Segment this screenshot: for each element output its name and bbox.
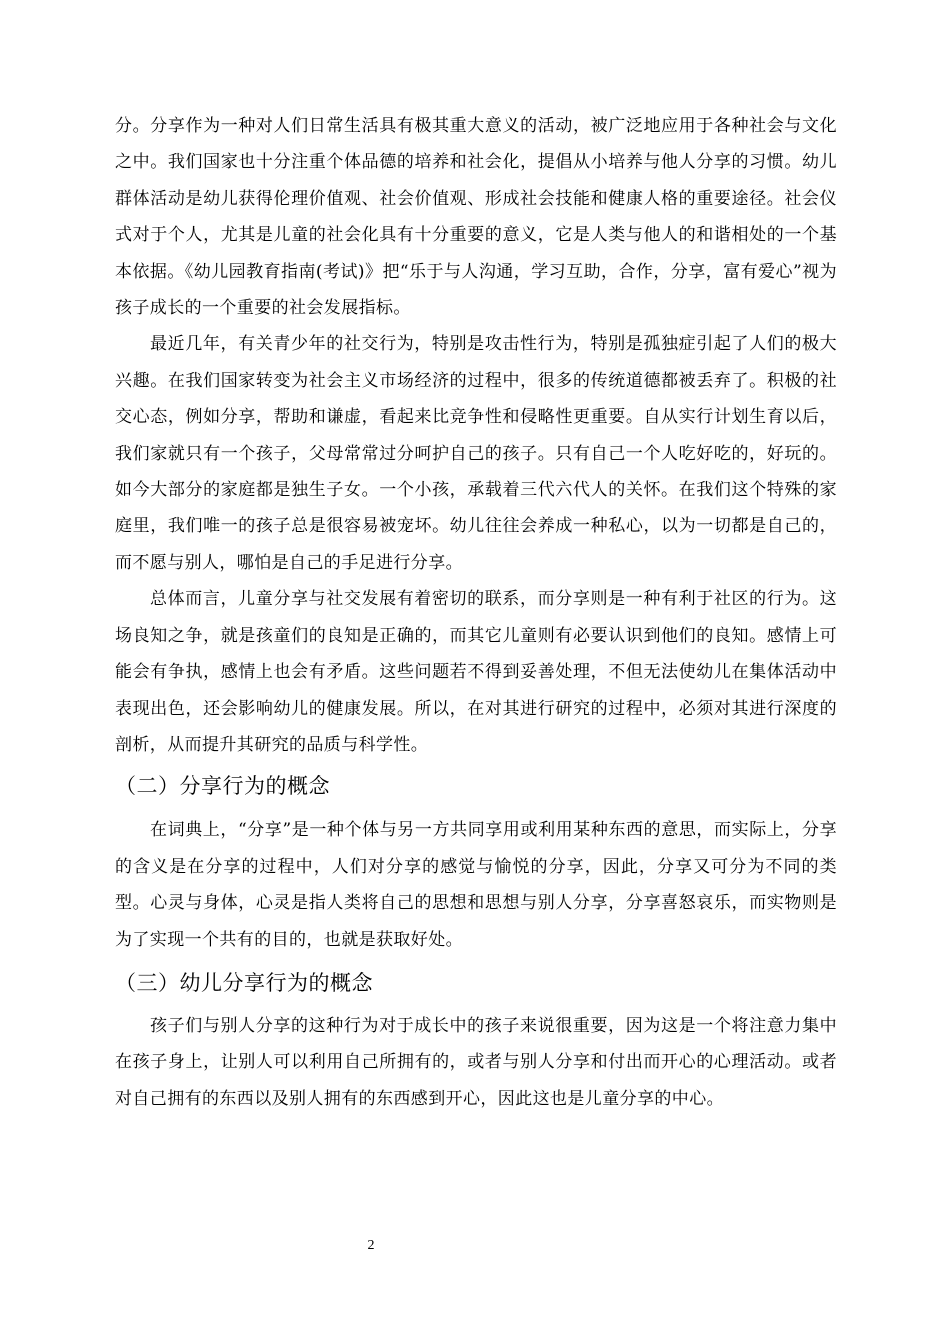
body-paragraph: 总体而言，儿童分享与社交发展有着密切的联系，而分享则是一种有利于社区的行为。这场良知之争，就是孩童们的良知是正确的，而其它儿童则有必要认识到他们的良知。感情上可能会有争执，感情上也会有矛盾。这些问题若不得到妥善处理，不但无法使幼儿在集体活动中表现出色，还会影响幼儿的健康发展。所以，在对其进行研究的过程中，必须对其进行深度的剖析，从而提升其研究的品质与科学性。 [115, 589, 837, 755]
section-heading-share-behavior: （二）分享行为的概念 [115, 774, 330, 799]
body-paragraph: 孩子们与别人分享的这种行为对于成长中的孩子来说很重要，因为这是一个将注意力集中在孩子身上，让别人可以利用自己所拥有的，或者与别人分享和付出而开心的心理活动。或者对自己拥有的东西以及别人拥有的东西感到开心，因此这也是儿童分享的中心。 [115, 1015, 837, 1109]
page-number: 2 [367, 1238, 375, 1253]
document-page [115, 108, 837, 1117]
body-paragraph-continued: 分。分享作为一种对人们日常生活具有极其重大意义的活动，被广泛地应用于各种社会与文化之中。我们国家也十分注重个体品德的培养和社会化，提倡从小培养与他人分享的习惯。幼儿群体活动是幼儿获得伦理价值观、社会价值观、形成社会技能和健康人格的重要途径。社会仪式对于个人，尤其是儿童的社会化具有十分重要的意义，它是人类与他人的和谐相处的一个基本依据。《幼儿园教育指南(考试)》把“乐于与人沟通，学习互助，合作，分享，富有爱心”视为孩子成长的一个重要的社会发展指标。 [115, 116, 837, 319]
body-paragraph: 在词典上，“分享”是一种个体与另一方共同享用或利用某种东西的意思，而实际上，分享的含义是在分享的过程中，人们对分享的感觉与愉悦的分享，因此，分享又可分为不同的类型。心灵与身体，心灵是指人类将自己的思想和思想与别人分享，分享喜怒哀乐，而实物则是为了实现一个共有的目的，也就是获取好处。 [115, 820, 837, 950]
body-paragraph: 最近几年，有关青少年的社交行为，特别是攻击性行为，特别是孤独症引起了人们的极大兴趣。在我们国家转变为社会主义市场经济的过程中，很多的传统道德都被丢弃了。积极的社交心态，例如分享，帮助和谦虚，看起来比竞争性和侵略性更重要。自从实行计划生育以后，我们家就只有一个孩子，父母常常过分呵护自己的孩子。只有自己一个人吃好吃的，好玩的。如今大部分的家庭都是独生子女。一个小孩，承载着三代六代人的关怀。在我们这个特殊的家庭里，我们唯一的孩子总是很容易被宠坏。幼儿往往会养成一种私心，以为一切都是自己的，而不愿与别人，哪怕是自己的手足进行分享。 [115, 334, 837, 573]
section-heading-child-share-behavior: （三）幼儿分享行为的概念 [115, 970, 373, 995]
